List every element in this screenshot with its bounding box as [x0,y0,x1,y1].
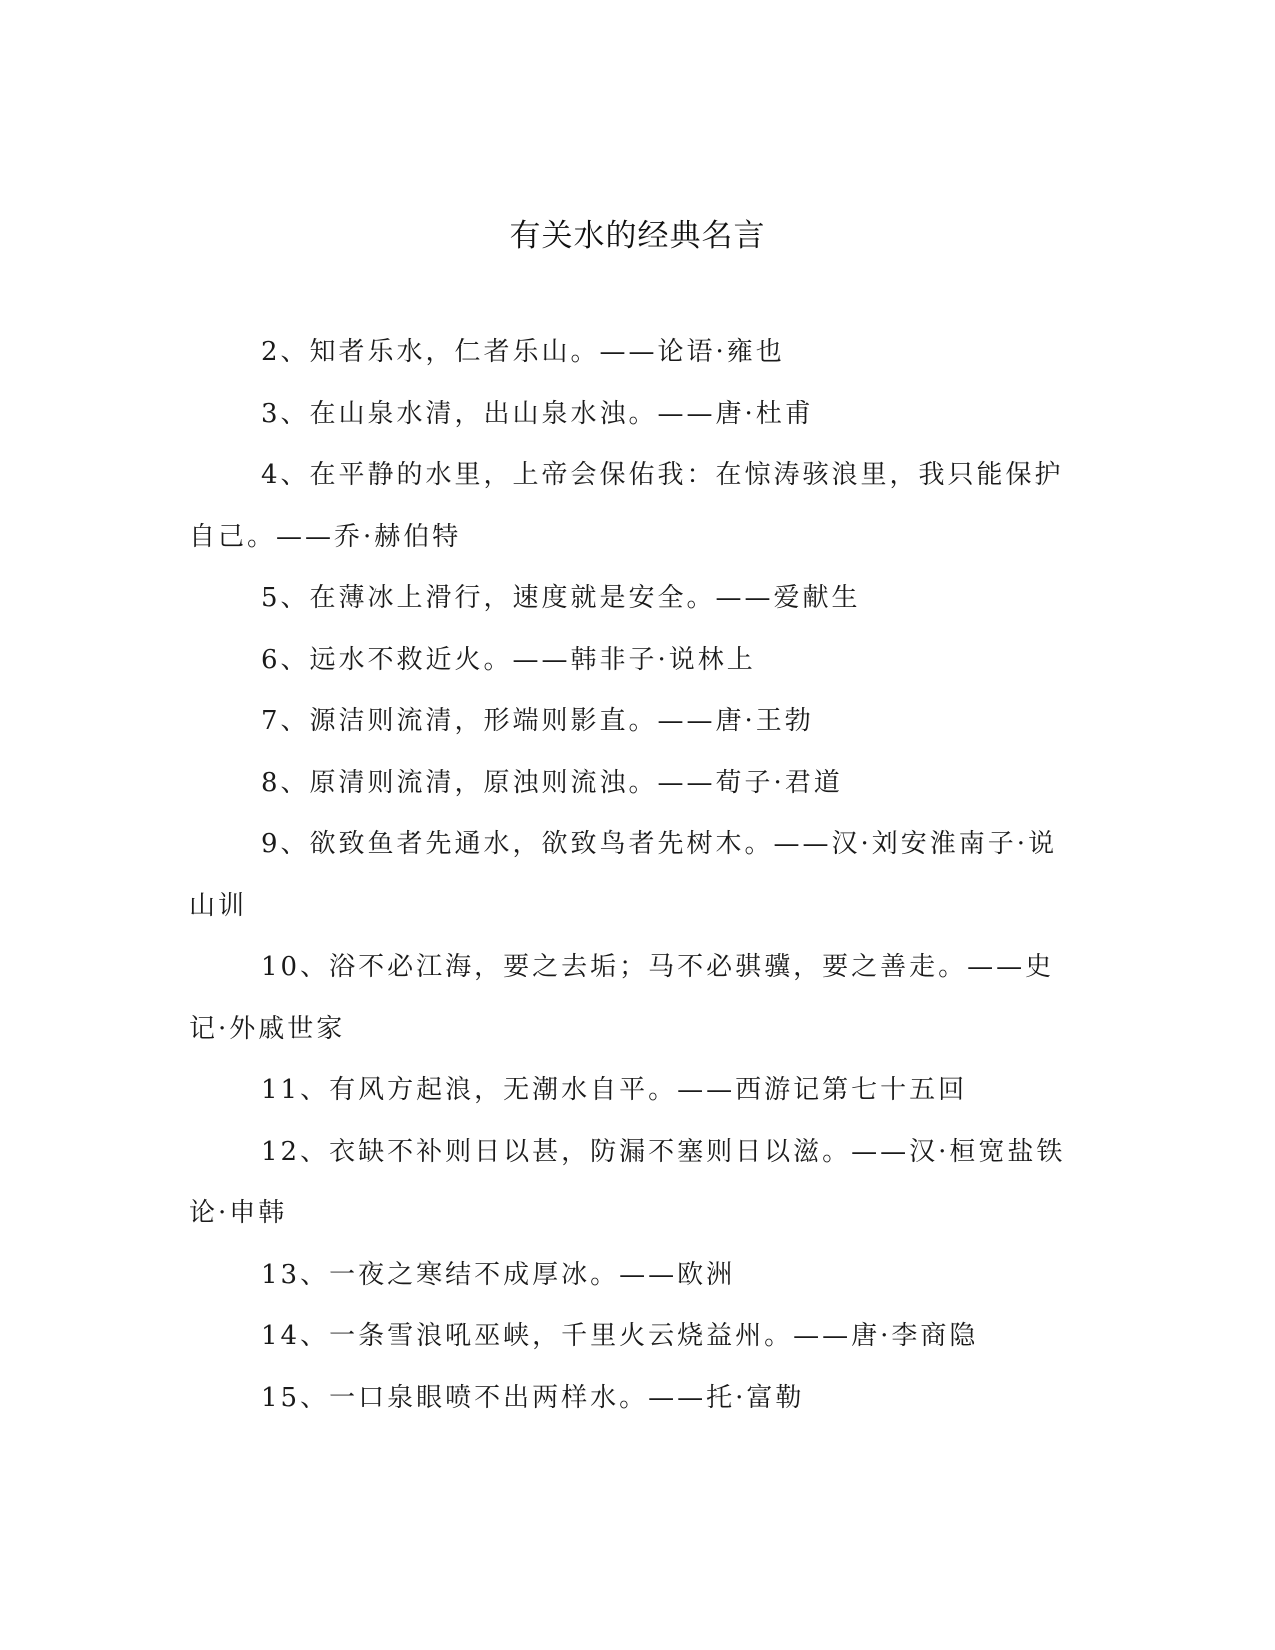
quote-item: 15、一口泉眼喷不出两样水。——托·富勒 [261,1382,805,1413]
quote-item: 8、原清则流清，原浊则流浊。——荀子·君道 [261,767,843,798]
quote-item: 9、欲致鱼者先通水，欲致鸟者先树木。——汉·刘安淮南子·说山训 [189,829,1058,921]
quote-item: 6、远水不救近火。——韩非子·说林上 [261,644,756,675]
quote-item: 12、衣缺不补则日以甚，防漏不塞则日以滋。——汉·桓宽盐铁论·申韩 [189,1136,1066,1228]
quote-list [189,322,1079,1429]
page-title: 有关水的经典名言 [509,218,766,254]
quote-item: 3、在山泉水清，出山泉水浊。——唐·杜甫 [261,398,814,429]
quote-item: 10、浴不必江海，要之去垢；马不必骐骥，要之善走。——史记·外戚世家 [189,952,1055,1044]
quote-item: 2、知者乐水，仁者乐山。——论语·雍也 [261,337,785,367]
quote-item: 11、有风方起浪，无潮水自平。——西游记第七十五回 [261,1075,968,1105]
quote-item: 13、一夜之寒结不成厚冰。——欧洲 [261,1259,736,1290]
quote-item: 5、在薄冰上滑行，速度就是安全。——爱献生 [261,583,861,613]
quote-item: 14、一条雪浪吼巫峡，千里火云烧益州。——唐·李商隐 [261,1321,979,1351]
quote-item: 7、源洁则流清，形端则影直。——唐·王勃 [261,706,814,736]
quote-item: 4、在平静的水里，上帝会保佑我：在惊涛骇浪里，我只能保护自己。——乔·赫伯特 [189,460,1064,552]
